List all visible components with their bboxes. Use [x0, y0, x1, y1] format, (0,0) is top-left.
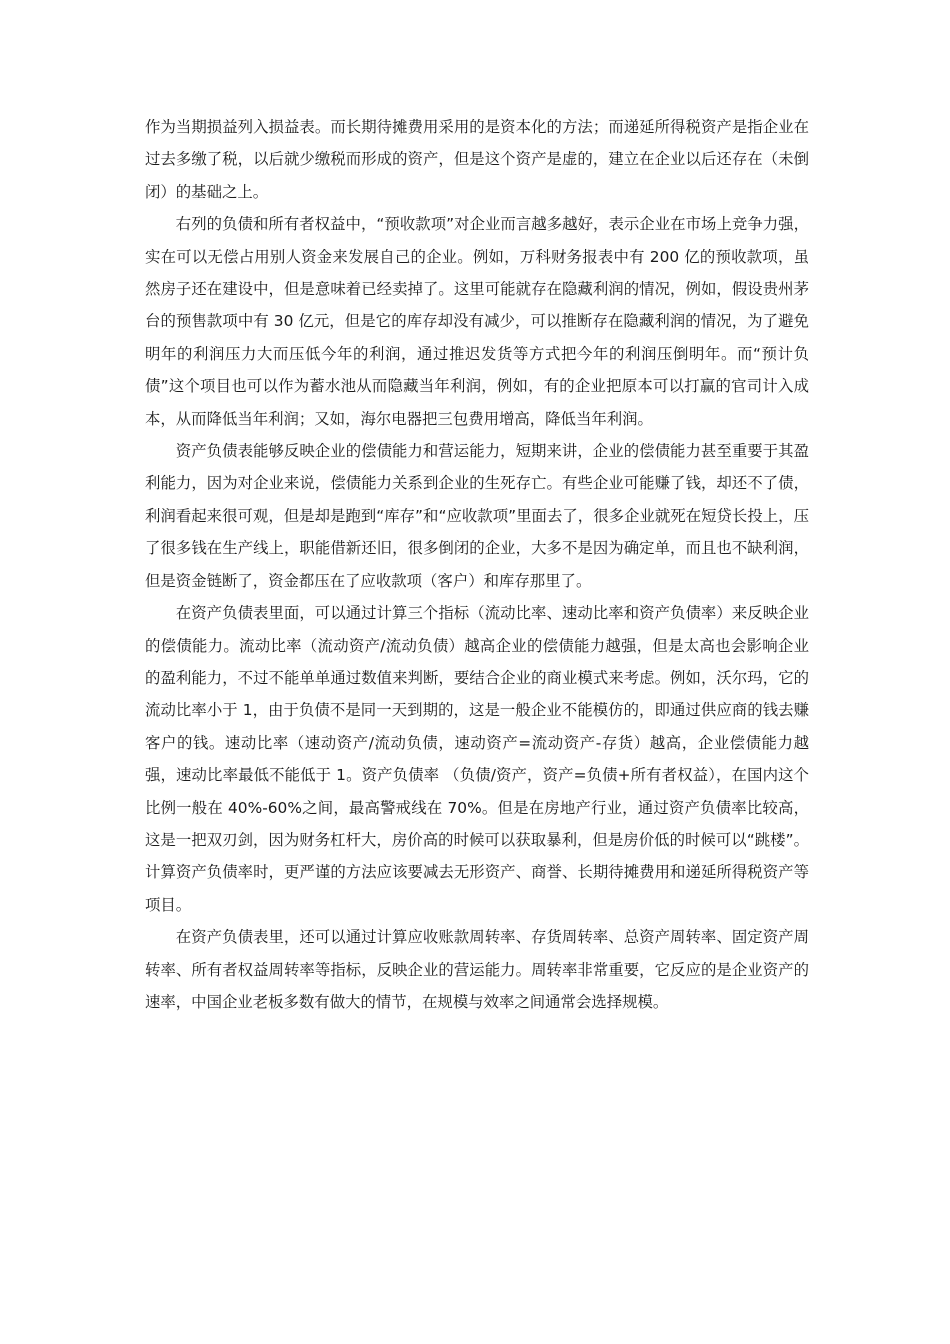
paragraph-advance-receipts: 右列的负债和所有者权益中，“预收款项”对企业而言越多越好，表示企业在市场上竞争力强，实在可以无偿占用别人资金来发展自己的企业。例如，万科财务报表中有 200 亿的预收款项，虽然房子还在建设中，但是意味着已经卖掉了。这里可能就存在隐藏利润的情况，例如，假设贵州茅台的预售款项中有 30 亿元，但是它的库存却没有减少，可以推断存在隐藏利润的情况，为了避免明年的利润压力大而压低今年的利润，通过推迟发货等方式把今年的利润压倒明年。而“预计负债”这个项目也可以作为蓄水池从而隐藏当年利润，例如，有的企业把原本可以打赢的官司计入成本，从而降低当年利润；又如，海尔电器把三包费用增高，降低当年利润。 [145, 215, 809, 428]
document-page [145, 111, 809, 1018]
paragraph-deferred-tax: 作为当期损益列入损益表。而长期待摊费用采用的是资本化的方法；而递延所得税资产是指企业在过去多缴了税，以后就少缴税而形成的资产，但是这个资产是虚的，建立在企业以后还存在（未倒闭）的基础之上。 [145, 118, 809, 201]
paragraph-solvency-ratios: 在资产负债表里面，可以通过计算三个指标（流动比率、速动比率和资产负债率）来反映企业的偿债能力。流动比率（流动资产/流动负债）越高企业的偿债能力越强，但是太高也会影响企业的盈利能力，不过不能单单通过数值来判断，要结合企业的商业模式来考虑。例如，沃尔玛，它的流动比率小于 1，由于负债不是同一天到期的，这是一般企业不能模仿的，即通过供应商的钱去赚客户的钱。速动比率（速动资产/流动负债，速动资产=流动资产-存货）越高，企业偿债能力越强，速动比率最低不能低于 1。资产负债率 （负债/资产，资产=负债+所有者权益），在国内这个比例一般在 40%-60%之间，最高警戒线在 70%。但是在房地产行业，通过资产负债率比较高，这是一把双刃剑，因为财务杠杆大，房价高的时候可以获取暴利，但是房价低的时候可以“跳楼”。计算资产负债率时，更严谨的方法应该要减去无形资产、商誉、长期待摊费用和递延所得税资产等项目。 [145, 604, 809, 914]
paragraph-turnover-ratios: 在资产负债表里，还可以通过计算应收账款周转率、存货周转率、总资产周转率、固定资产周转率、所有者权益周转率等指标，反映企业的营运能力。周转率非常重要，它反应的是企业资产的速率，中国企业老板多数有做大的情节，在规模与效率之间通常会选择规模。 [145, 928, 809, 1011]
paragraph-solvency-overview: 资产负债表能够反映企业的偿债能力和营运能力，短期来讲，企业的偿债能力甚至重要于其盈利能力，因为对企业来说，偿债能力关系到企业的生死存亡。有些企业可能赚了钱，却还不了债，利润看起来很可观，但是却是跑到“库存”和“应收款项”里面去了，很多企业就死在短贷长投上，压了很多钱在生产线上，职能借新还旧，很多倒闭的企业，大多不是因为确定单，而且也不缺利润，但是资金链断了，资金都压在了应收款项（客户）和库存那里了。 [145, 442, 809, 590]
